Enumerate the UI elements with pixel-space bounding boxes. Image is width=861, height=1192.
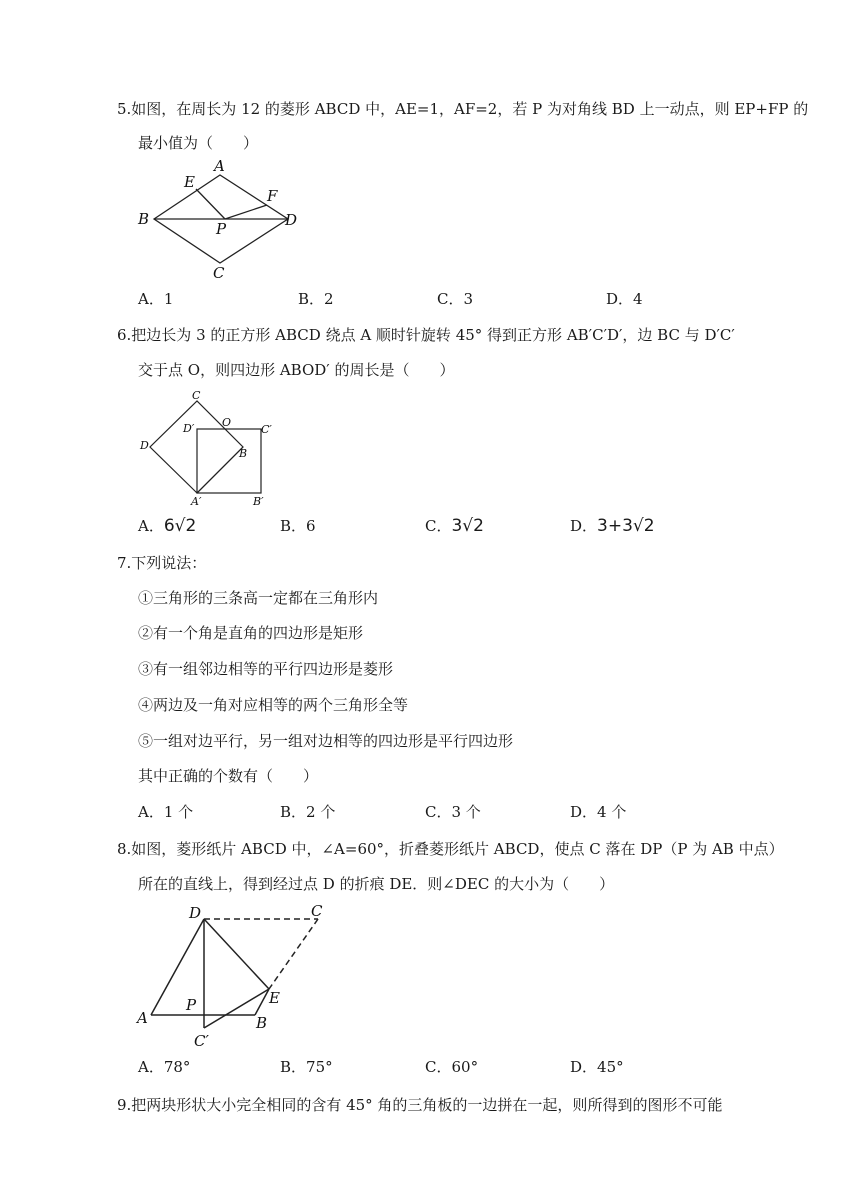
q5-option-c[interactable]: C．3: [437, 290, 474, 308]
q5-label-f: F: [267, 187, 278, 205]
q6-stem-line1: 6.把边长为 3 的正方形 ABCD 绕点 A 顺时针旋转 45° 得到正方形 AB′C′D′，边 BC 与 D′C′: [117, 326, 735, 344]
q8-label-p: P: [186, 996, 197, 1014]
q5-label-b: B: [138, 210, 150, 228]
q7-option-b[interactable]: B．2 个: [280, 803, 336, 821]
q5-label-a: A: [214, 157, 225, 175]
q8-label-d: D: [189, 904, 202, 922]
q5-rhombus-figure: [130, 155, 310, 285]
q5-label-p: P: [216, 220, 227, 238]
q8-label-a: A: [137, 1009, 148, 1027]
q6-option-c[interactable]: C．3√2: [425, 516, 484, 536]
q8-stem-line1: 8.如图，菱形纸片 ABCD 中，∠A=60°，折叠菱形纸片 ABCD，使点 C 落在 DP（P 为 AB 中点）: [117, 840, 784, 858]
q6-label-b: B: [239, 447, 248, 460]
q6-option-b-math: 6: [306, 517, 316, 535]
q6-label-aprime: A′: [191, 495, 202, 508]
q8-option-c[interactable]: C．60°: [425, 1058, 479, 1076]
q7-item-4: ④两边及一角对应相等的两个三角形全等: [138, 696, 409, 714]
q5-option-b[interactable]: B．2: [298, 290, 334, 308]
q8-stem-line2: 所在的直线上，得到经过点 D 的折痕 DE．则∠DEC 的大小为（ ）: [138, 875, 615, 893]
q7-stem: 7.下列说法：: [117, 554, 207, 572]
q7-item-5: ⑤一组对边平行，另一组对边相等的四边形是平行四边形: [138, 732, 514, 750]
q8-option-d[interactable]: D．45°: [570, 1058, 624, 1076]
q6-label-bprime: B′: [253, 495, 264, 508]
q5-label-d: D: [285, 211, 298, 229]
q6-stem-line2: 交于点 O，则四边形 ABOD′ 的周长是（ ）: [138, 361, 455, 379]
q6-option-d[interactable]: D．3+3√2: [570, 516, 655, 536]
q6-label-d: D: [140, 439, 149, 452]
q6-label-o: O: [222, 416, 232, 429]
q7-item-1: ①三角形的三条高一定都在三角形内: [138, 589, 379, 607]
q7-item-2: ②有一个角是直角的四边形是矩形: [138, 624, 364, 642]
q6-label-c: C: [192, 389, 201, 402]
q6-label-cprime: C′: [261, 423, 272, 436]
q8-rhombus-fold-figure: [135, 903, 335, 1053]
q7-item-3: ③有一组邻边相等的平行四边形是菱形: [138, 660, 394, 678]
q5-label-c: C: [213, 264, 225, 282]
q5-label-e: E: [184, 173, 195, 191]
q7-option-a[interactable]: A．1 个: [138, 803, 194, 821]
q7-option-d[interactable]: D．4 个: [570, 803, 627, 821]
q6-option-c-math: 3√2: [451, 516, 484, 536]
q5-stem-line2: 最小值为（ ）: [138, 134, 259, 152]
q6-option-b[interactable]: B．6: [280, 517, 316, 535]
q9-stem-line1: 9.把两块形状大小完全相同的含有 45° 角的三角板的一边拼在一起，则所得到的图形不可能: [117, 1096, 723, 1114]
q6-label-dprime: D′: [183, 422, 195, 435]
q8-label-e: E: [269, 989, 280, 1007]
q8-option-b[interactable]: B．75°: [280, 1058, 333, 1076]
q8-label-c: C: [311, 902, 323, 920]
q8-label-cprime: C′: [194, 1032, 209, 1050]
q7-question: 其中正确的个数有（ ）: [138, 767, 319, 785]
q8-label-b: B: [256, 1014, 268, 1032]
q6-option-a-math: 6√2: [163, 516, 197, 536]
q6-option-a[interactable]: A．6√2: [138, 516, 197, 536]
q6-option-d-math: 3+3√2: [597, 516, 655, 536]
q5-stem-line1: 5.如图，在周长为 12 的菱形 ABCD 中，AE=1，AF=2，若 P 为对角线 BD 上一动点，则 EP+FP 的: [117, 100, 809, 118]
q5-option-a[interactable]: A．1: [138, 290, 174, 308]
q8-option-a[interactable]: A．78°: [138, 1058, 191, 1076]
q6-square-rotation-figure: [135, 385, 295, 510]
q5-option-d[interactable]: D．4: [606, 290, 643, 308]
q7-option-c[interactable]: C．3 个: [425, 803, 481, 821]
